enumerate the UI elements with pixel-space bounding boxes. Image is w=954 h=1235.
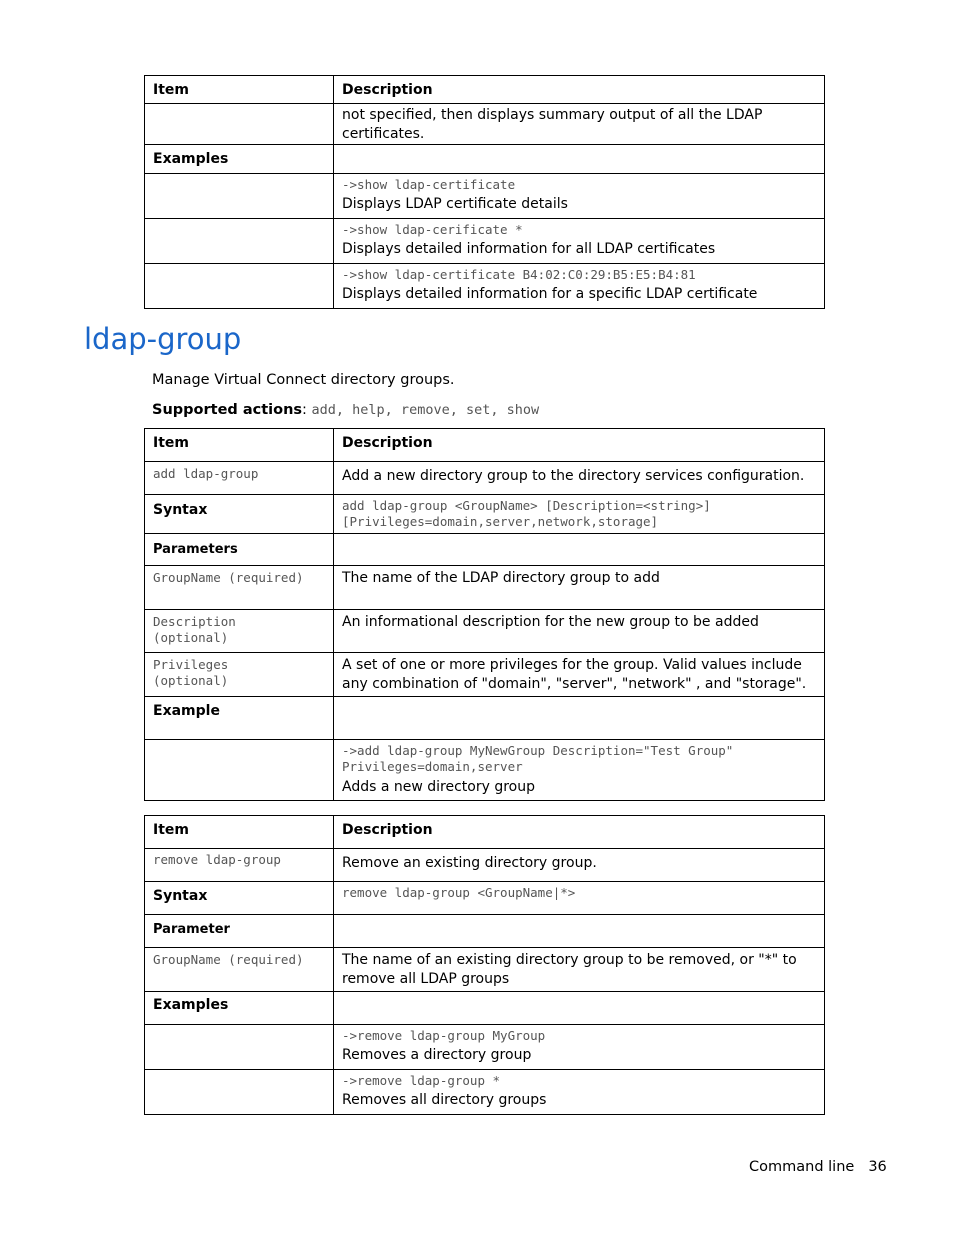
col-header-description: Description: [334, 76, 825, 104]
example-command: ->show ldap-certificate B4:02:C0:29:B5:E5:B4:81: [342, 267, 696, 282]
page-footer: [749, 1159, 887, 1175]
section-title: ldap-group: [84, 322, 242, 356]
example-description: Adds a new directory group: [342, 779, 536, 795]
parameter-description: An informational description for the new group to be added: [334, 610, 825, 653]
command-name: add ldap-group: [145, 462, 334, 495]
example-command: ->show ldap-cerificate *: [342, 222, 523, 237]
col-header-item: Item: [145, 429, 334, 462]
supported-actions-separator: :: [302, 402, 312, 418]
syntax-line: [Privileges=domain,server,network,storage]: [342, 514, 659, 529]
example-command: ->add ldap-group MyNewGroup Description="Test Group": [342, 743, 734, 758]
syntax-line: remove ldap-group <GroupName|*>: [334, 882, 825, 915]
parameter-qualifier: (optional): [153, 673, 229, 688]
page-number: 36: [868, 1159, 887, 1175]
section-intro: Manage Virtual Connect directory groups.: [152, 372, 455, 388]
example-row: [145, 1070, 825, 1115]
parameter-name: Description: [153, 614, 236, 629]
parameter-row: [145, 610, 825, 653]
example-command: ->remove ldap-group *: [342, 1073, 501, 1088]
col-header-description: Description: [334, 429, 825, 462]
parameter-name: GroupName (required): [145, 566, 334, 610]
syntax-label: Syntax: [145, 495, 334, 534]
examples-label: Examples: [145, 992, 334, 1025]
example-description: Removes a directory group: [342, 1047, 532, 1063]
col-header-item: Item: [145, 816, 334, 849]
example-row: [145, 264, 825, 309]
example-description: Displays LDAP certificate details: [342, 196, 568, 212]
example-row: [145, 219, 825, 264]
example-row: [145, 1025, 825, 1070]
parameter-label: Parameter: [145, 915, 334, 948]
parameter-name: Privileges: [153, 657, 229, 672]
example-row: [145, 174, 825, 219]
remove-ldap-group-table: [144, 815, 825, 1115]
example-label: Example: [145, 697, 334, 740]
supported-actions: [152, 402, 539, 418]
supported-actions-list: add, help, remove, set, show: [311, 402, 540, 418]
example-description: Removes all directory groups: [342, 1092, 547, 1108]
continued-description: not specified, then displays summary output of all the LDAP certificates.: [334, 104, 825, 145]
parameter-qualifier: (optional): [153, 630, 229, 645]
supported-actions-label: Supported actions: [152, 402, 303, 418]
command-description: Add a new directory group to the directory services configuration.: [334, 462, 825, 495]
command-description: Remove an existing directory group.: [334, 849, 825, 882]
syntax-line: add ldap-group <GroupName> [Description=<string>]: [342, 498, 711, 513]
command-name: remove ldap-group: [145, 849, 334, 882]
example-description: Displays detailed information for all LDAP certificates: [342, 241, 716, 257]
footer-section: Command line: [749, 1159, 855, 1175]
parameter-description: A set of one or more privileges for the group. Valid values include any combination of "domain", "server", "network" , and "storage".: [334, 653, 825, 697]
col-header-description: Description: [334, 816, 825, 849]
add-ldap-group-table: [144, 428, 825, 801]
parameter-name: GroupName (required): [145, 948, 334, 992]
example-row: [145, 740, 825, 801]
example-command: ->remove ldap-group MyGroup: [342, 1028, 546, 1043]
parameter-description: The name of an existing directory group to be removed, or "*" to remove all LDAP groups: [334, 948, 825, 992]
parameter-row: [145, 566, 825, 610]
parameter-row: [145, 948, 825, 992]
examples-label: Examples: [145, 145, 334, 174]
parameter-description: The name of the LDAP directory group to add: [334, 566, 825, 610]
parameters-label: Parameters: [145, 534, 334, 566]
example-command: Privileges=domain,server: [342, 759, 523, 774]
example-description: Displays detailed information for a specific LDAP certificate: [342, 286, 758, 302]
ldap-certificate-table: [144, 75, 825, 309]
col-header-item: Item: [145, 76, 334, 104]
example-command: ->show ldap-certificate: [342, 177, 516, 192]
parameter-row: [145, 653, 825, 697]
syntax-label: Syntax: [145, 882, 334, 915]
